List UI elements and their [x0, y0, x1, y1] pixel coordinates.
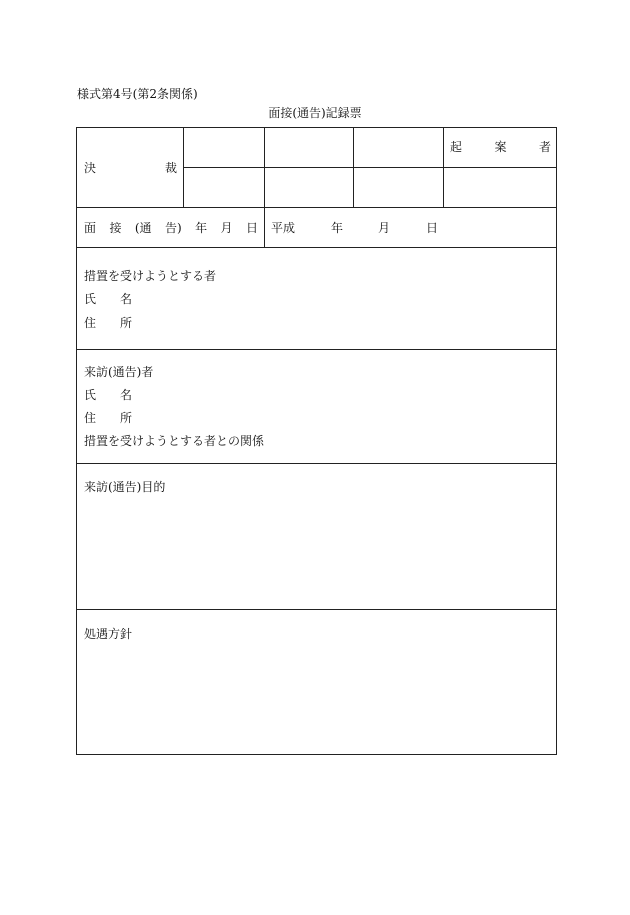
form-number: 様式第4号(第2条関係) — [77, 87, 198, 101]
interview-date-label: 面 接 (通 告) 年 月 日 — [84, 221, 258, 235]
year-unit: 年 — [331, 221, 344, 235]
visitor-bottom-line — [77, 463, 557, 464]
document-title: 面接(通告)記録票 — [268, 106, 362, 120]
era-label: 平成 — [271, 221, 296, 235]
approval-col-1 — [183, 128, 184, 207]
day-unit: 日 — [426, 221, 439, 235]
date-bottom-line — [77, 247, 557, 248]
drafter-label: 起 案 者 — [450, 140, 551, 154]
approval-col-2 — [264, 128, 265, 247]
policy-heading: 処遇方針 — [84, 627, 133, 641]
month-unit: 月 — [378, 221, 391, 235]
visitor-name-label: 氏 名 — [84, 388, 133, 402]
subject-address-label: 住 所 — [84, 316, 133, 330]
subject-heading: 措置を受けようとする者 — [84, 269, 217, 283]
subject-name-label: 氏 名 — [84, 292, 133, 306]
visitor-address-label: 住 所 — [84, 411, 133, 425]
subject-bottom-line — [77, 349, 557, 350]
visitor-relation-label: 措置を受けようとする者との関係 — [84, 434, 265, 448]
approval-mid-line — [183, 167, 557, 168]
approval-col-3 — [353, 128, 354, 207]
purpose-bottom-line — [77, 609, 557, 610]
record-form-table — [76, 127, 557, 755]
approval-col-4 — [443, 128, 444, 207]
visitor-heading: 来訪(通告)者 — [84, 365, 154, 379]
approval-bottom-line — [77, 207, 557, 208]
purpose-heading: 来訪(通告)目的 — [84, 480, 166, 494]
decision-label: 決 裁 — [84, 161, 177, 175]
